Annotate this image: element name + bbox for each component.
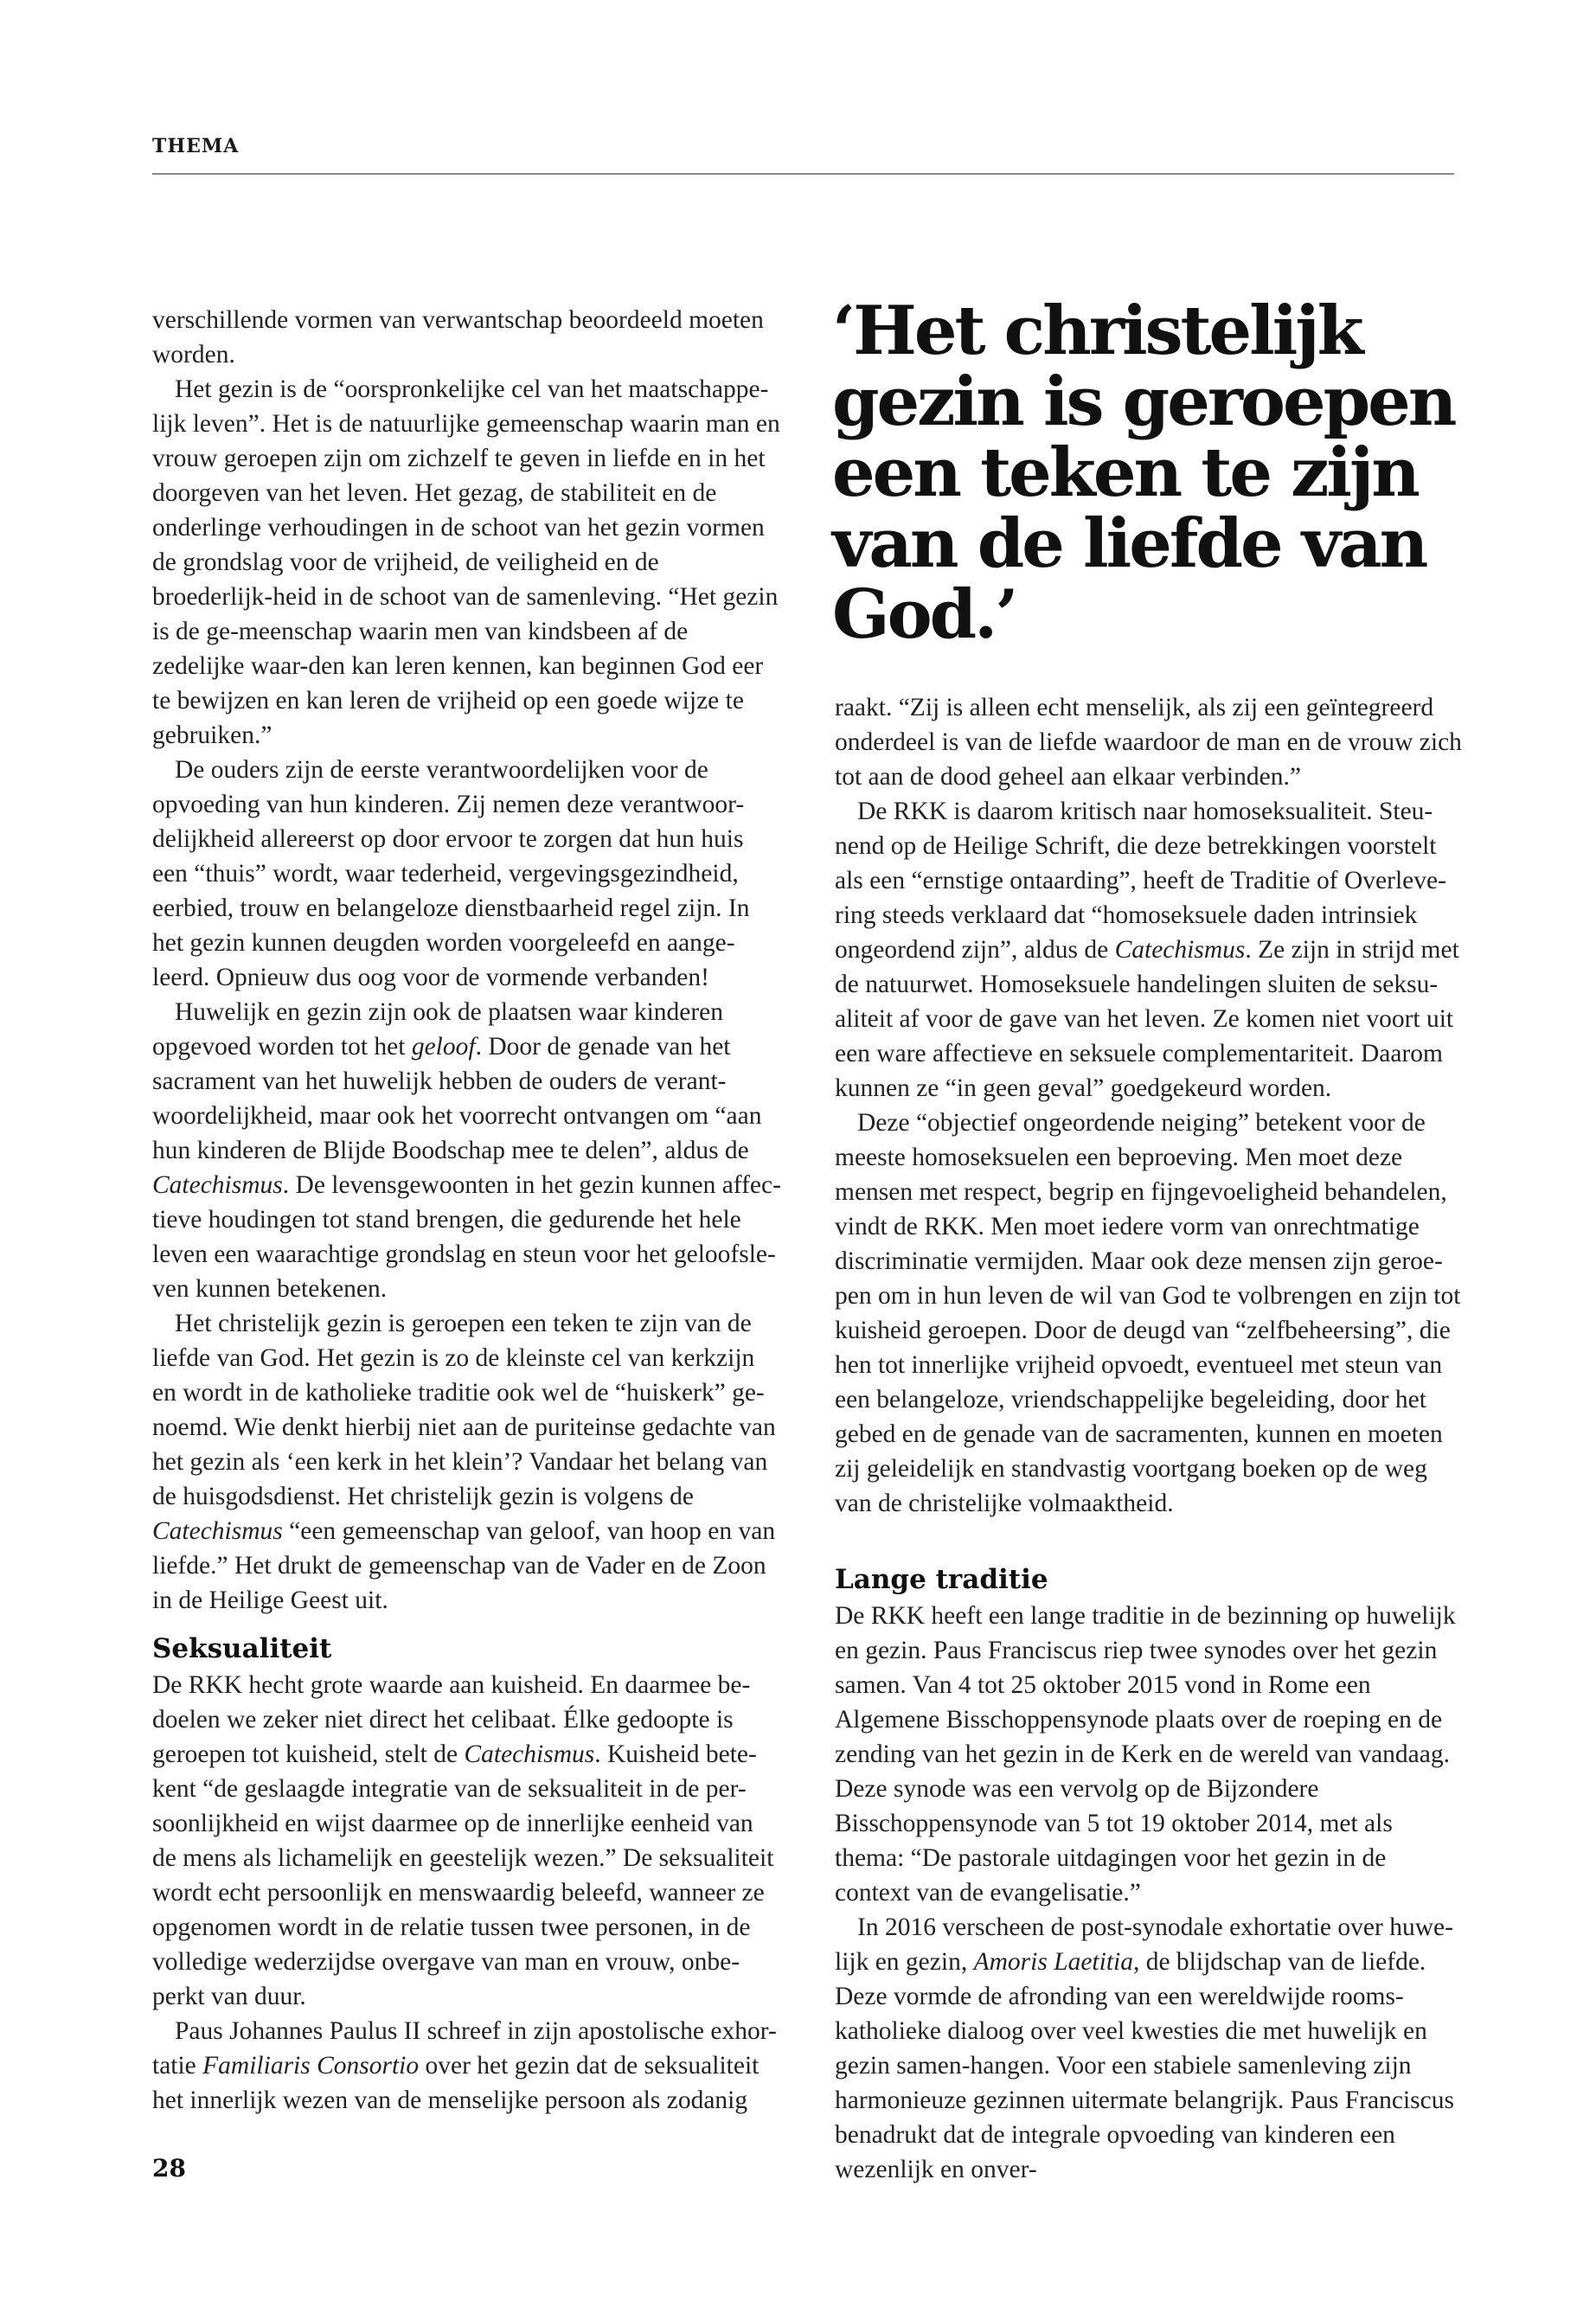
- left-paragraph-1: verschillende vormen van verwantschap beoordeeld moeten worden.: [152, 306, 764, 369]
- text-run: . Door de genade van het sacrament van het huwelijk hebben de ouders de verant-woordelijkheid, maar ook het voorrecht ontvangen om “aan hun kinderen de Blijde Boodschap mee te delen”, aldus de: [152, 1033, 762, 1164]
- left-paragraph-5: [152, 1306, 782, 1618]
- left-lower-section: [152, 1630, 782, 2118]
- text-run: Huwelijk en gezin zijn ook de plaatsen waar kinderen opgevoed worden tot het: [152, 998, 724, 1061]
- left-paragraph-7: [152, 2014, 782, 2118]
- text-run: . Kuisheid bete-kent “de geslaagde integratie van de seksualiteit in de per-soonlijkheid en wijst daarmee op de innerlijke eenheid van de mens als lichamelijk en geestelijk wezen.” De seksualiteit wordt echt persoonlijk en menswaardig beleefd, wanneer ze opgenomen wordt in de relatie tussen twee personen, in de volledige wederzijdse overgave van man en vrouw, onbe-perkt van duur.: [152, 1740, 774, 2010]
- text-run: Paus Johannes Paulus II schreef in zijn apostolische exhor-tatie: [152, 2017, 777, 2080]
- page-number: 28: [152, 2154, 186, 2182]
- section-label: THEMA: [152, 135, 240, 157]
- emphasis: Catechismus: [1114, 936, 1246, 964]
- text-run: , de blijdschap van de liefde. Deze vormde de afronding van een wereldwijde rooms-katholieke dialoog over veel kwesties die met huwelijk en gezin samen-hangen. Voor een stabiele samenleving zijn harmonieuze gezinnen uitermate belangrijk. Paus Franciscus benadrukt dat de integrale opvoeding van kinderen een wezenlijk en onver-: [835, 1948, 1454, 2183]
- heading-lange-traditie: Lange traditie: [835, 1564, 1048, 1595]
- right-paragraph-5: [835, 1910, 1465, 2187]
- emphasis: geloof: [411, 1033, 476, 1061]
- text-run: De RKK is daarom kritisch naar homoseksualiteit. Steu-nend op de Heilige Schrift, die deze betrekkingen voorstelt als een “ernstige ontaarding”, heeft de Traditie of Overleve-ring steeds verklaard dat “homoseksuele daden intrinsiek ongeordend zijn”, aldus de: [835, 798, 1446, 964]
- text-run: . De levensgewoonten in het gezin kunnen affec-tieve houdingen tot stand brengen, die gedurende het hele leven een waarachtige grondslag en steun voor het geloofsle-ven kunnen betekenen.: [152, 1171, 781, 1303]
- left-column: [152, 303, 782, 1618]
- text-run: Het christelijk gezin is geroepen een teken te zijn van de liefde van God. Het gezin is zo de kleinste cel van kerkzijn en wordt in de katholieke traditie ook wel de “huiskerk” ge-noemd. Wie denkt hierbij niet aan de puriteinse gedachte van het gezin als ‘een kerk in het klein’? Vandaar het belang van de huisgodsdienst. Het christelijk gezin is volgens de: [152, 1310, 776, 1510]
- emphasis: Amoris Laetitia: [973, 1948, 1133, 1976]
- right-paragraph-1: raakt. “Zij is alleen echt menselijk, als zij een geïntegreerd onderdeel is van de liefde waardoor de man en de vrouw zich tot aan de dood geheel aan elkaar verbinden.”: [835, 694, 1462, 791]
- right-paragraph-4: De RKK heeft een lange traditie in de bezinning op huwelijk en gezin. Paus Franciscus riep twee synodes over het gezin samen. Van 4 tot 25 oktober 2015 vond in Rome een Algemene Bisschoppensynode plaats over de roeping en de zending van het gezin in de Kerk en de wereld van vandaag. Deze synode was een vervolg op de Bijzondere Bisschoppensynode van 5 tot 19 oktober 2014, met als thema: “De pastorale uitdagingen voor het gezin in de context van de evangelisatie.”: [835, 1602, 1456, 1907]
- right-paragraph-2: [835, 794, 1465, 1106]
- text-run: . Ze zijn in strijd met de natuurwet. Homoseksuele handelingen sluiten de seksu-aliteit af voor de gave van het leven. Ze komen niet voort uit een ware affectieve en seksuele complementariteit. Daarom kunnen ze “in geen geval” goedgekeurd worden.: [835, 936, 1459, 1102]
- text-run: “een gemeenschap van geloof, van hoop en van liefde.” Het drukt de gemeenschap van de Vader en de Zoon in de Heilige Geest uit.: [152, 1517, 776, 1614]
- right-column: [835, 690, 1465, 1521]
- emphasis: Catechismus: [152, 1517, 283, 1545]
- left-paragraph-6: [152, 1668, 782, 2014]
- header-divider: [152, 173, 1454, 175]
- pull-quote: ‘Het christelijk gezin is geroepen een teken te zijn van de liefde van God.’: [832, 292, 1455, 654]
- heading-seksualiteit: Seksualiteit: [152, 1633, 332, 1664]
- text-run: over het gezin dat de seksualiteit het innerlijk wezen van de menselijke persoon als zodanig: [152, 2052, 760, 2114]
- left-paragraph-3: De ouders zijn de eerste verantwoordelijken voor de opvoeding van hun kinderen. Zij nemen deze verantwoor-delijkheid allereerst op door ervoor te zorgen dat hun huis een “thuis” wordt, waar tederheid, vergevingsgezindheid, eerbied, trouw en belangeloze dienstbaarheid regel zijn. In het gezin kunnen deugden worden voorgeleefd en aange-leerd. Opnieuw dus oog voor de vormende verbanden!: [152, 756, 750, 991]
- right-lower-section: [835, 1561, 1465, 2187]
- emphasis: Catechismus: [464, 1740, 595, 1768]
- left-paragraph-2: Het gezin is de “oorspronkelijke cel van het maatschappe-lijk leven”. Het is de natuurlijke gemeenschap waarin man en vrouw geroepen zijn om zichzelf te geven in liefde en in het doorgeven van het leven. Het gezag, de stabiliteit en de onderlinge verhoudingen in de schoot van het gezin vormen de grondslag voor de vrijheid, de veiligheid en de broederlijk-heid in de schoot van de samenleving. “Het gezin is de ge-meenschap waarin men van kindsbeen af de zedelijke waar-den kan leren kennen, kan beginnen God eer te bewijzen en kan leren de vrijheid op een goede wijze te gebruiken.”: [152, 375, 780, 749]
- left-paragraph-4: [152, 995, 782, 1306]
- right-paragraph-3: Deze “objectief ongeordende neiging” betekent voor de meeste homoseksuelen een beproeving. Men moet deze mensen met respect, begrip en fijngevoeligheid behandelen, vindt de RKK. Men moet iedere vorm van onrechtmatige discriminatie vermijden. Maar ook deze mensen zijn geroe-pen om in hun leven de wil van God te volbrengen en zijn tot kuisheid geroepen. Door de deugd van “zelfbeheersing”, die hen tot innerlijke vrijheid opvoedt, eventueel met steun van een belangeloze, vriendschappelijke begeleiding, door het gebed en de genade van de sacramenten, kunnen en moeten zij geleidelijk en standvastig voortgang boeken op de weg van de christelijke volmaaktheid.: [835, 1109, 1461, 1517]
- text-run: In 2016 verscheen de post-synodale exhortatie over huwe-lijk en gezin,: [835, 1913, 1453, 1976]
- text-run: De RKK hecht grote waarde aan kuisheid. En daarmee be-doelen we zeker niet direct het celibaat. Élke gedoopte is geroepen tot kuisheid, stelt de: [152, 1671, 751, 1768]
- emphasis: Catechismus: [152, 1171, 283, 1199]
- emphasis: Familiaris Consortio: [202, 2052, 420, 2080]
